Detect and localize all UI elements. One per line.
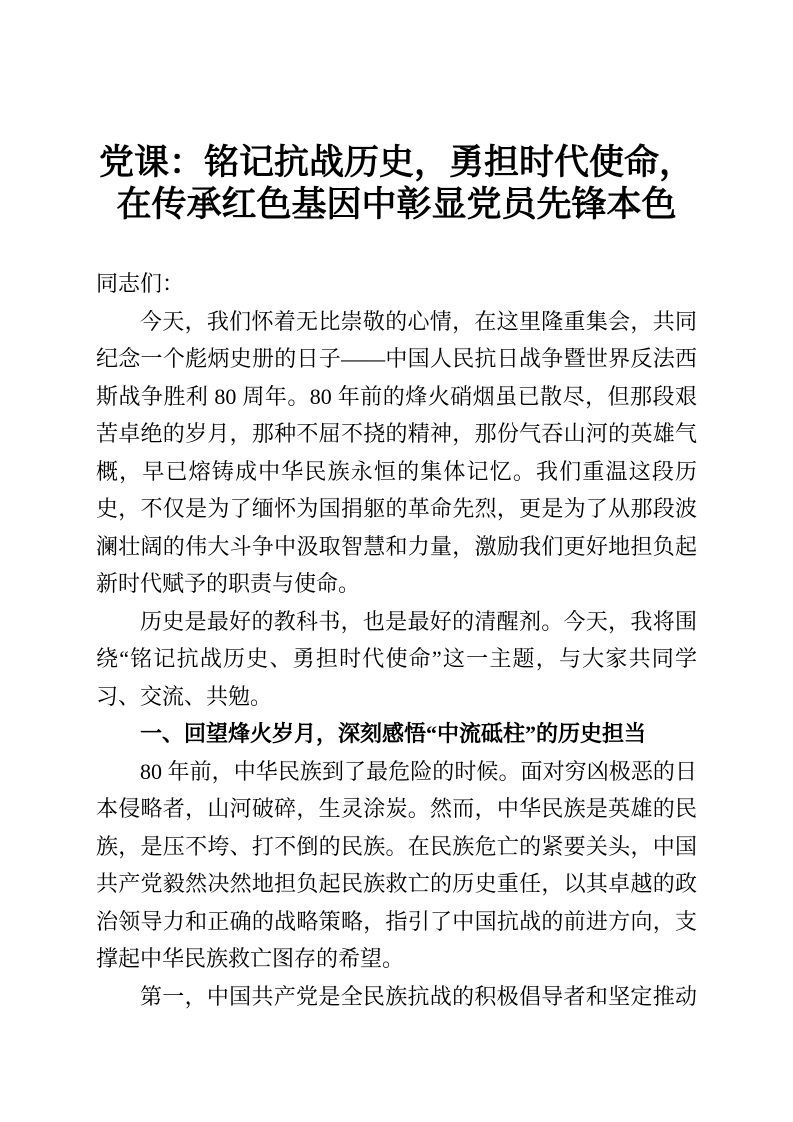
paragraph-theme: 历史是最好的教科书，也是最好的清醒剂。今天，我将围绕“铭记抗战历史、勇担时代使命”这一主题，与大家共同学习、交流、共勉。 — [96, 608, 697, 709]
title-line-1: 党课：铭记抗战历史，勇担时代使命， — [98, 143, 694, 182]
paragraph-opening: 今天，我们怀着无比崇敬的心情，在这里隆重集会，共同纪念一个彪炳史册的日子——中国人民抗日战争暨世界反法西斯战争胜利 80 周年。80 年前的烽火硝烟虽已散尽，但那段艰苦卓绝的岁月，那种不屈不挠的精神，那份气吞山河的英雄气概，早已熔铸成中华民族永恒的集体记忆。我们重温这段历史，不仅是为了缅怀为国捐躯的革命先烈，更是为了从那段波澜壮阔的伟大斗争中汲取智慧和力量，激励我们更好地担负起新时代赋予的职责与使命。 — [96, 308, 697, 596]
paragraph-section1-body: 80 年前，中华民族到了最危险的时候。面对穷凶极恶的日本侵略者，山河破碎，生灵涂炭。然而，中华民族是英雄的民族，是压不垮、打不倒的民族。在民族危亡的紧要关头，中国共产党毅然决然地担负起民族救亡的历史重任，以其卓越的政治领导力和正确的战略策略，指引了中国抗战的前进方向，支撑起中华民族救亡图存的希望。 — [96, 758, 697, 971]
title-line-2: 在传承红色基因中彰显党员先锋本色 — [116, 185, 677, 224]
document-title — [96, 142, 697, 226]
paragraph-first-point-truncated: 第一，中国共产党是全民族抗战的积极倡导者和坚定推动 — [140, 983, 697, 1009]
document-body — [96, 265, 697, 1015]
paragraph-salutation: 同志们： — [96, 271, 185, 296]
section-heading-1: 一、回望烽火岁月，深刻感悟“中流砥柱”的历史担当 — [140, 721, 647, 746]
